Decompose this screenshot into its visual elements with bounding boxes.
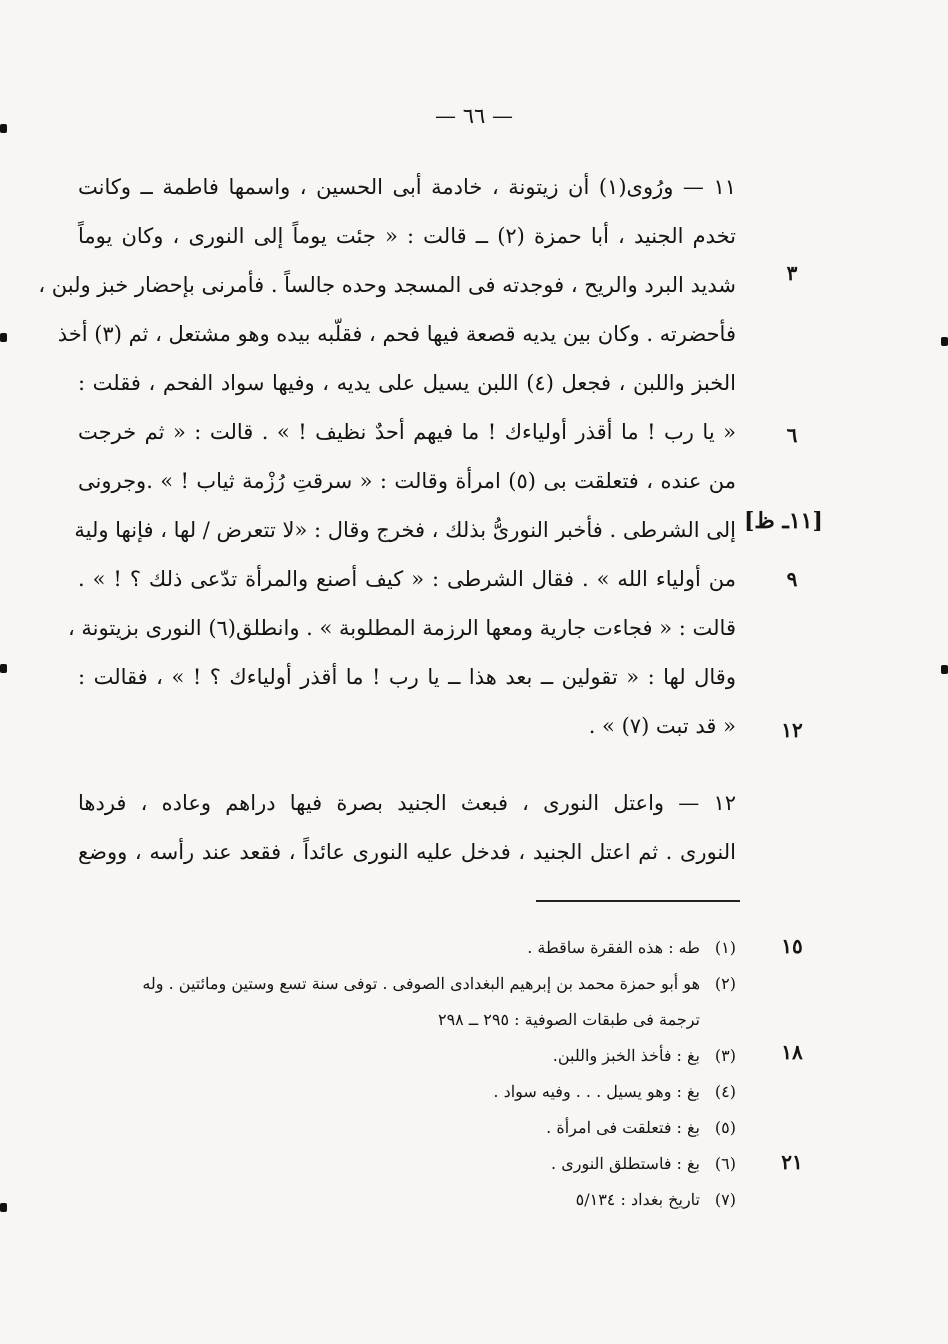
footnote-line-number: ١٥ xyxy=(781,934,803,958)
text-line: شديد البرد والريح ، فوجدته فى المسجد وحده جالساً . فأمرنى بإحضار خبز ولبن ، xyxy=(38,273,736,297)
scan-speck xyxy=(0,664,7,673)
footnotes xyxy=(80,930,736,1218)
line-number: ٩ xyxy=(786,567,798,591)
footnote-continuation: ترجمة فى طبقات الصوفية : ٢٩٥ ــ ٢٩٨ xyxy=(437,1010,700,1029)
text-line: وقال لها : « تقولين ــ بعد هذا ــ يا رب ! ما أقذر أولياءك ؟ ! » ، فقالت : xyxy=(78,665,736,689)
text-line: النورى . ثم اعتل الجنيد ، فدخل عليه النورى عائداً ، فقعد عند رأسه ، ووضع xyxy=(78,840,736,864)
line-number: ٣ xyxy=(786,261,798,285)
scan-speck xyxy=(0,1203,7,1212)
text-line: ١١ — ورُوى(١) أن زيتونة ، خادمة أبى الحسين ، واسمها فاطمة ــ وكانت xyxy=(78,175,737,199)
footnote-rule xyxy=(536,900,740,902)
text-line: قالت : « فجاءت جارية ومعها الرزمة المطلوبة » . وانطلق(٦) النورى بزيتونة ، xyxy=(67,616,736,640)
footnote: (٥)بغ : فتعلقت فى امرأة . xyxy=(546,1118,736,1137)
footnote: (٧)تاريخ بغداد : ٥/١٣٤ xyxy=(575,1190,736,1209)
scan-speck xyxy=(0,124,7,133)
scan-speck xyxy=(0,333,7,342)
text-line: فأحضرته . وكان بين يديه قصعة فيها فحم ، فقلّبه بيده وهو مشتعل ، ثم (٣) أخذ xyxy=(57,322,736,346)
folio-marker: [١١ـ ظ] xyxy=(744,508,823,534)
main-text xyxy=(38,163,737,877)
footnote-line-number: ٢١ xyxy=(781,1150,803,1174)
text-line: « قد تبت (٧) » . xyxy=(588,714,736,738)
footnote: (١)طه : هذه الفقرة ساقطة . xyxy=(527,938,736,957)
page-number: — ٦٦ — xyxy=(435,104,513,128)
text-line: من عنده ، فتعلقت بى (٥) امرأة وقالت : « سرقتِ رُزْمة ثياب ! » .وجرونى xyxy=(78,469,736,493)
text-line: تخدم الجنيد ، أبا حمزة (٢) ــ قالت : « جئت يوماً إلى النورى ، وكان يوماً xyxy=(78,224,736,248)
line-number: ١٢ xyxy=(781,718,803,742)
footnote: (٤)بغ : وهو يسيل . . . وفيه سواد . xyxy=(493,1082,736,1101)
text-line: « يا رب ! ما أقذر أولياءك ! ما فيهم أحدٌ نظيف ! » . قالت : « ثم خرجت xyxy=(78,420,736,444)
scan-speck xyxy=(941,665,948,674)
line-number: ٦ xyxy=(786,423,798,447)
paragraph-gap xyxy=(78,751,736,779)
footnote: (٣)بغ : فأخذ الخبز واللبن. xyxy=(552,1046,736,1065)
text-line: ١٢ — واعتل النورى ، فبعث الجنيد بصرة فيها دراهم وعاده ، فردها xyxy=(78,791,736,815)
text-line: الخبز واللبن ، فجعل (٤) اللبن يسيل على يديه ، وفيها سواد الفحم ، فقلت : xyxy=(78,371,736,395)
text-line: من أولياء الله » . فقال الشرطى : « كيف أصنع والمرأة تدّعى ذلك ؟ ! » . xyxy=(78,567,736,591)
footnote-line-number: ١٨ xyxy=(781,1040,803,1064)
footnote: (٦)بغ : فاستطلق النورى . xyxy=(551,1154,736,1173)
scan-speck xyxy=(941,337,948,346)
footnote: (٢)هو أبو حمزة محمد بن إبرهيم البغدادى الصوفى . توفى سنة تسع وستين ومائتين . وله xyxy=(142,974,736,993)
text-line: إلى الشرطى . فأخبر النورىُّ بذلك ، فخرج وقال : «لا تتعرض / لها ، فإنها ولية xyxy=(74,518,736,542)
